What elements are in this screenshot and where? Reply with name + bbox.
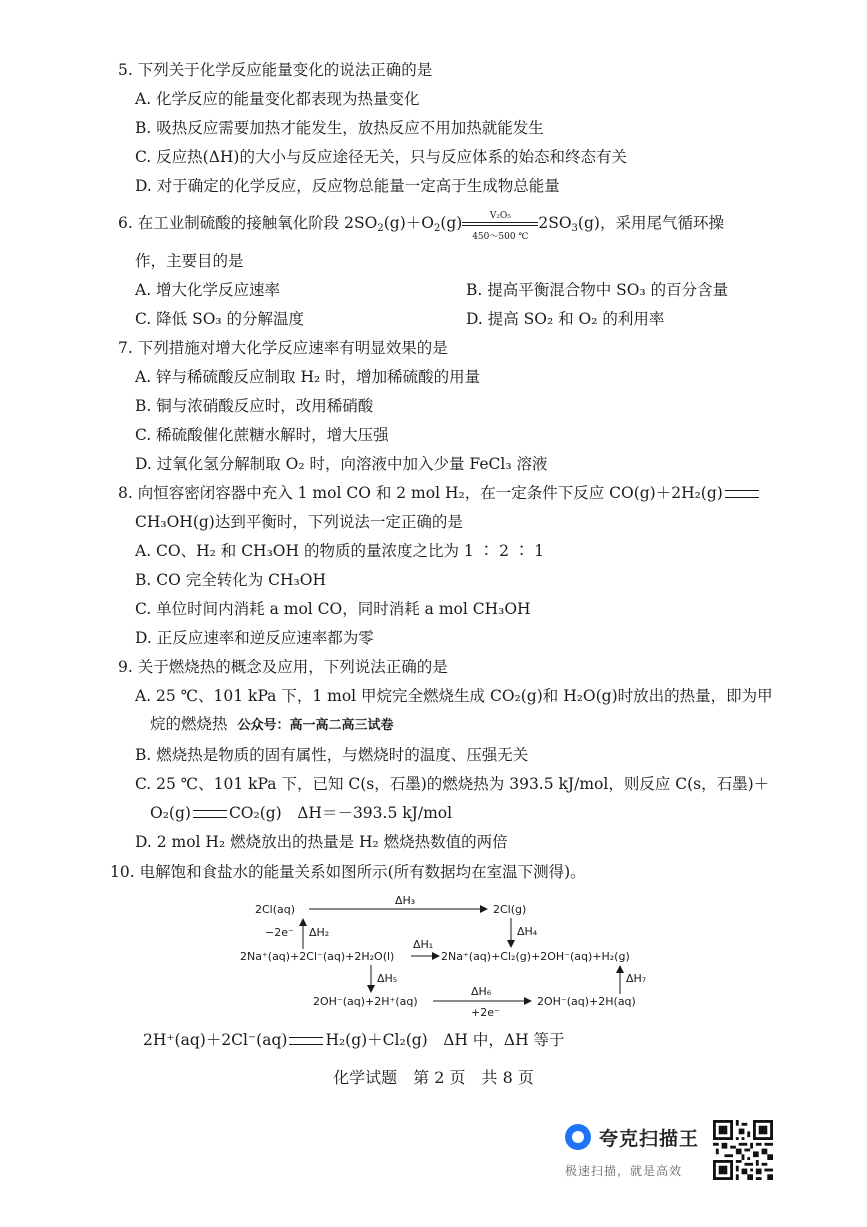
q10-equation-sign — [289, 1037, 323, 1045]
q6-option-a: A. 增大化学反应速率 — [135, 281, 281, 299]
q6-stem-cont: 作，主要目的是 — [135, 252, 244, 270]
diagram-row3-left: 2OH⁻(aq)+2H⁺(aq) — [313, 995, 418, 1008]
q8-option-b: B. CO 完全转化为 CH₃OH — [135, 571, 326, 589]
q5-option-c: C. 反应热(ΔH)的大小与反应途径无关，只与反应体系的始态和终态有关 — [135, 148, 627, 166]
q9-stem: 9. 关于燃烧热的概念及应用，下列说法正确的是 — [118, 658, 448, 676]
page-footer: 化学试题 第 2 页 共 8 页 — [333, 1068, 534, 1087]
diagram-dh5: ΔH₅ — [377, 972, 398, 985]
q10-stem: 10. 电解饱和食盐水的能量关系如图所示(所有数据均在室温下测得)。 — [110, 863, 586, 881]
q6-stem-mid: (g)＋O — [383, 214, 434, 232]
q10-eq-post: H₂(g)＋Cl₂(g) ΔH 中，ΔH 等于 — [325, 1031, 565, 1049]
diagram-dh6: ΔH₆ — [471, 985, 492, 998]
q8-option-c: C. 单位时间内消耗 a mol CO，同时消耗 a mol CH₃OH — [135, 600, 531, 618]
quark-logo-icon — [565, 1124, 591, 1150]
q5-option-d: D. 对于确定的化学反应，反应物总能量一定高于生成物总能量 — [135, 177, 560, 195]
q6-stem: 6. 在工业制硫酸的接触氧化阶段 $2SO_2(g)+O_2(g)$ $\frac{\text{V₂O₅}}{450\sim 500 ℃}$ $2SO_3(g)$，采用尾气循环操 — [118, 213, 724, 239]
diagram-minus-2e: −2e⁻ — [265, 926, 294, 939]
diagram-row1-right: 2Cl(g) — [493, 903, 527, 916]
q7-stem: 7. 下列措施对增大化学反应速率有明显效果的是 — [118, 339, 448, 357]
q9-option-c-cont-pre: O₂(g) — [150, 804, 191, 822]
q6-option-c: C. 降低 SO₃ 的分解温度 — [135, 310, 305, 328]
q9-option-b: B. 燃烧热是物质的固有属性，与燃烧时的温度、压强无关 — [135, 746, 529, 764]
q7-option-a: A. 锌与稀硫酸反应制取 H₂ 时，增加稀硫酸的用量 — [135, 368, 481, 386]
diagram-dh3: ΔH₃ — [395, 894, 416, 907]
q9-option-c-cont-post: CO₂(g) ΔH＝－393.5 kJ/mol — [228, 804, 453, 822]
q6-stem-pre: 6. 在工业制硫酸的接触氧化阶段 2SO — [118, 214, 378, 232]
diagram-row2-right: 2Na⁺(aq)+Cl₂(g)+2OH⁻(aq)+H₂(g) — [441, 950, 630, 963]
q6-option-b: B. 提高平衡混合物中 SO₃ 的百分含量 — [466, 281, 729, 299]
diagram-row1-left: 2Cl(aq) — [255, 903, 296, 916]
brand-slogan: 极速扫描，就是高效 — [565, 1164, 683, 1178]
diagram-plus-2e: +2e⁻ — [471, 1006, 500, 1018]
q6-temperature: 450～500 ℃ — [472, 232, 529, 242]
q8-stem-cont: CH₃OH(g)达到平衡时，下列说法一定正确的是 — [135, 513, 463, 531]
q7-option-d: D. 过氧化氢分解制取 O₂ 时，向溶液中加入少量 FeCl₃ 溶液 — [135, 455, 548, 473]
q5-option-b: B. 吸热反应需要加热才能发生，放热反应不用加热就能发生 — [135, 119, 544, 137]
q9-option-a: A. 25 ℃、101 kPa 下，1 mol 甲烷完全燃烧生成 CO₂(g)和 H₂O(g)时放出的热量，即为甲 — [135, 687, 773, 705]
q5-option-a: A. 化学反应的能量变化都表现为热量变化 — [135, 90, 420, 108]
diagram-dh2: ΔH₂ — [309, 926, 330, 939]
q6-catalyst: V₂O₅ — [489, 211, 511, 221]
q10-equation — [143, 1030, 565, 1050]
q9-option-c: C. 25 ℃、101 kPa 下，已知 C(s，石墨)的燃烧热为 393.5 kJ/mol，则反应 C(s，石墨)＋ — [135, 775, 770, 793]
diagram-dh1: ΔH₁ — [413, 938, 434, 951]
scanner-watermark — [565, 1120, 775, 1185]
diagram-dh4: ΔH₄ — [517, 925, 538, 938]
diagram-dh7: ΔH₇ — [626, 972, 647, 985]
q7-option-c: C. 稀硫酸催化蔗糖水解时，增大压强 — [135, 426, 389, 444]
diagram-row2-left: 2Na⁺(aq)+2Cl⁻(aq)+2H₂O(l) — [240, 950, 395, 963]
q5-stem: 5. 下列关于化学反应能量变化的说法正确的是 — [118, 61, 433, 79]
q6-stem-end: (g)，采用尾气循环操 — [577, 214, 724, 232]
q8-equilibrium-sign — [725, 490, 759, 498]
q6-option-d: D. 提高 SO₂ 和 O₂ 的利用率 — [466, 310, 665, 328]
q6-stem-post: 2SO — [538, 214, 572, 232]
energy-diagram — [235, 893, 665, 1018]
q8-option-d: D. 正反应速率和逆反应速率都为零 — [135, 629, 374, 647]
q9-equation-sign — [193, 810, 227, 818]
q8-stem-text: 8. 向恒容密闭容器中充入 1 mol CO 和 2 mol H₂，在一定条件下反应 CO(g)＋2H₂(g) — [118, 484, 723, 502]
q6-stem-mid2: (g) — [440, 214, 463, 232]
brand-name: 夸克扫描王 — [599, 1128, 700, 1150]
q7-option-b: B. 铜与浓硝酸反应时，改用稀硝酸 — [135, 397, 374, 415]
q9-option-c-cont — [150, 803, 452, 823]
q8-option-a: A. CO、H₂ 和 CH₃OH 的物质的量浓度之比为 1 ∶ 2 ∶ 1 — [135, 542, 545, 560]
q8-stem — [118, 483, 761, 503]
watermark-text: 公众号：高一高二高三试卷 — [237, 718, 394, 733]
qr-code-icon — [713, 1120, 773, 1180]
q9-option-d: D. 2 mol H₂ 燃烧放出的热量是 H₂ 燃烧热数值的两倍 — [135, 833, 508, 851]
diagram-row3-right: 2OH⁻(aq)+2H(aq) — [537, 995, 636, 1008]
q9-option-a-cont-text: 烷的燃烧热 — [150, 715, 228, 733]
q10-eq-pre: 2H⁺(aq)＋2Cl⁻(aq) — [143, 1031, 288, 1049]
q9-option-a-cont — [150, 714, 394, 736]
